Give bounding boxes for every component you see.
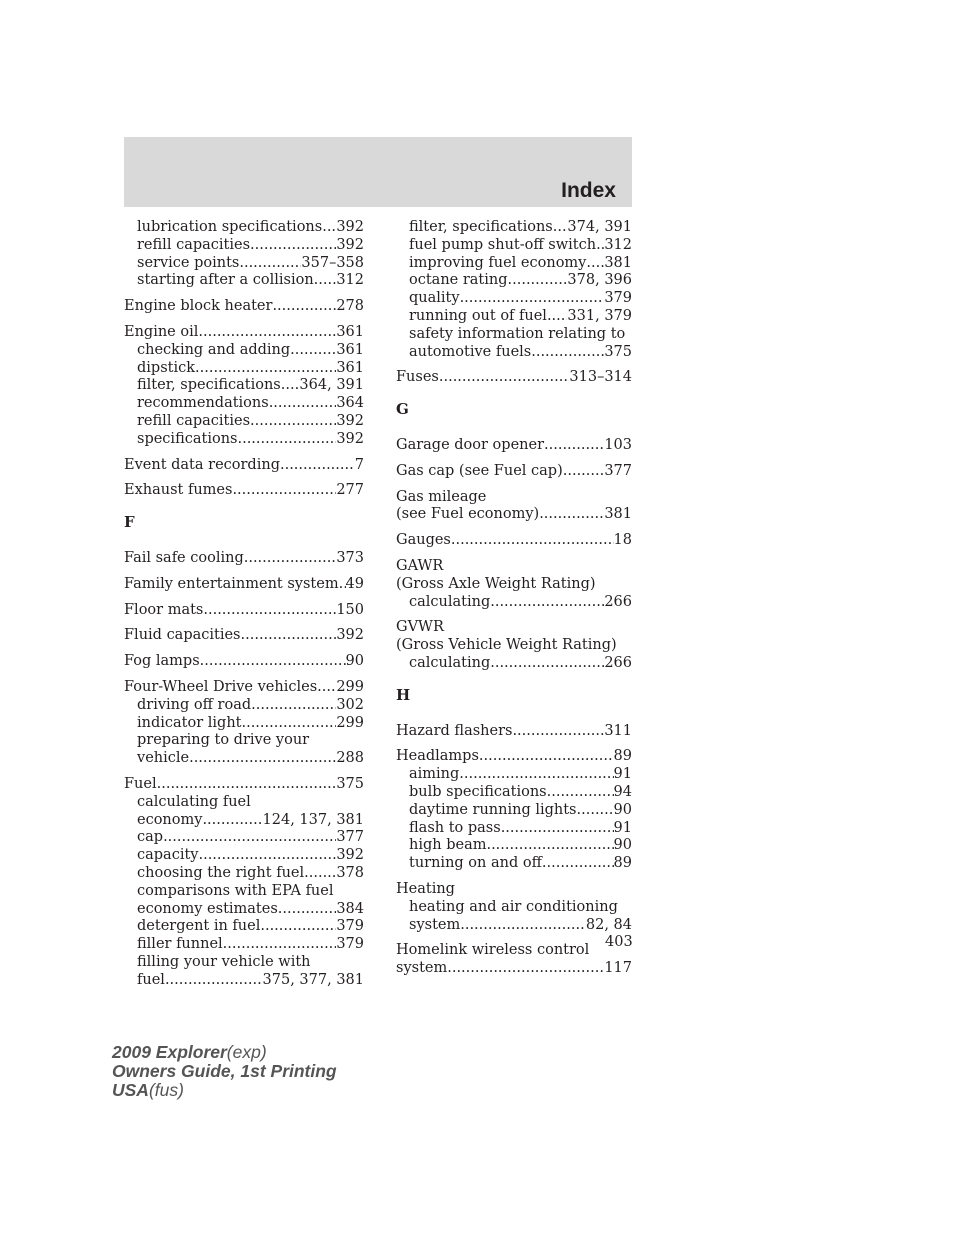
index-page-ref: 89 (613, 855, 632, 872)
index-page-ref: 361 (336, 359, 364, 376)
index-entry (124, 298, 364, 316)
index-term: Exhaust fumes (124, 482, 233, 499)
index-entry-line (124, 482, 364, 500)
index-entry-line (124, 298, 364, 316)
leader-dots (501, 820, 614, 838)
index-page-ref: 124, 137, 381 (262, 811, 364, 828)
index-term: fuel pump shut-off switch (409, 236, 597, 253)
index-term: Homelink wireless control (396, 942, 590, 959)
index-entry (396, 723, 632, 741)
index-entry-line (396, 489, 632, 507)
index-entry-line (396, 369, 632, 387)
index-term: octane rating (409, 272, 508, 289)
leader-dots (251, 697, 336, 715)
index-term: (see Fuel economy) (396, 506, 540, 523)
leader-dots (539, 506, 604, 524)
index-subentry-line (124, 936, 364, 954)
index-subentry-line (124, 342, 364, 360)
index-letter-heading: H (396, 685, 411, 704)
index-page-ref: 379 (336, 918, 364, 935)
index-entry-line (396, 532, 632, 550)
index-page-ref: 7 (354, 456, 364, 473)
index-subentry-line (124, 219, 364, 237)
index-page-ref: 82, 84 (585, 916, 632, 933)
index-entry (124, 627, 364, 645)
index-entry-line (124, 653, 364, 671)
index-page-ref: 150 (336, 601, 364, 618)
index-term: quality (409, 290, 460, 307)
leader-dots (460, 290, 605, 308)
leader-dots (544, 437, 604, 455)
index-page-ref: 392 (336, 219, 364, 235)
index-term: economy (137, 811, 203, 828)
index-page-ref: 299 (336, 678, 364, 695)
index-subentry-line (124, 431, 364, 449)
index-term: Garage door opener (396, 436, 545, 453)
leader-dots (281, 377, 300, 395)
index-page-ref: 18 (613, 532, 632, 549)
index-subentry-line (124, 715, 364, 733)
index-entry-line (396, 748, 632, 766)
index-term: starting after a collision (137, 272, 314, 289)
index-page-ref: 90 (613, 801, 632, 818)
index-subentry-line (396, 326, 632, 344)
index-term: bulb specifications (409, 783, 547, 800)
index-term: filling your vehicle with (137, 953, 311, 970)
index-term: indicator light (137, 714, 242, 731)
leader-dots (512, 723, 604, 741)
footer-model: 2009 Explorer (112, 1042, 227, 1062)
footer-market: USA (112, 1080, 149, 1100)
index-term: system (409, 916, 461, 933)
index-page-ref: 266 (604, 654, 632, 671)
index-page-ref: 392 (336, 430, 364, 447)
index-entry-line (124, 576, 364, 594)
leader-dots (322, 219, 336, 237)
leader-dots (200, 653, 346, 671)
index-term: automotive fuels (409, 343, 532, 360)
index-entry (396, 881, 632, 934)
index-letter-heading: F (124, 513, 135, 532)
header-bar (124, 137, 632, 207)
leader-dots (304, 865, 336, 883)
index-column-right (396, 219, 632, 986)
leader-dots (223, 936, 337, 954)
index-subentry-line (124, 237, 364, 255)
leader-dots (198, 847, 336, 865)
index-entry (124, 576, 364, 594)
index-entry (124, 324, 364, 449)
index-term: Hazard flashers (396, 722, 513, 739)
footer-guide: Owners Guide, 1st Printing (112, 1061, 337, 1081)
index-term: refill capacities (137, 412, 251, 429)
index-subentry-line (396, 272, 632, 290)
index-term: Gas mileage (396, 488, 487, 505)
index-entry-line (396, 558, 632, 576)
index-entry (396, 942, 632, 978)
index-entry (124, 457, 364, 475)
index-entry (124, 679, 364, 768)
index-page-ref: 392 (336, 627, 364, 644)
leader-dots (317, 679, 336, 697)
index-subentry-line (396, 255, 632, 273)
index-page-ref: 311 (604, 722, 632, 739)
footer-model-code: (exp) (226, 1042, 267, 1062)
index-term: Fog lamps (124, 653, 200, 670)
index-subentry-line (124, 829, 364, 847)
index-entry (396, 219, 632, 361)
leader-dots (542, 855, 614, 873)
index-term: detergent in fuel (137, 918, 261, 935)
leader-dots (531, 344, 604, 362)
index-term: driving off road (137, 696, 252, 713)
index-page-ref: 89 (613, 748, 632, 765)
index-entry (396, 369, 632, 387)
index-term: running out of fuel (409, 307, 547, 324)
leader-dots (339, 576, 346, 594)
index-page-ref: 299 (336, 714, 364, 731)
index-page-ref: 91 (613, 819, 632, 836)
index-subentry-line (396, 655, 632, 673)
index-subentry-line (124, 272, 364, 290)
index-page-ref: 392 (336, 412, 364, 429)
index-entry-line (124, 602, 364, 620)
index-term: dipstick (137, 359, 196, 376)
index-entry-line (124, 550, 364, 568)
index-entry-line (124, 679, 364, 697)
index-term: Engine block heater (124, 298, 273, 315)
index-subentry-line (396, 290, 632, 308)
index-term: Family entertainment system (124, 575, 339, 592)
index-subentry-line (124, 883, 364, 901)
index-term: Gas cap (see Fuel cap) (396, 462, 563, 479)
index-page-ref: 392 (336, 847, 364, 864)
index-entry (396, 463, 632, 481)
index-page-ref: 392 (336, 236, 364, 253)
leader-dots (278, 901, 337, 919)
leader-dots (241, 627, 337, 645)
index-page-ref: 364 (336, 395, 364, 412)
index-subentry-line (396, 784, 632, 802)
index-entry-line (396, 637, 632, 655)
leader-dots (232, 482, 336, 500)
leader-dots (198, 324, 336, 342)
index-column-left (124, 219, 364, 997)
leader-dots (451, 532, 614, 550)
index-entry-line (124, 457, 364, 475)
leader-dots (290, 342, 336, 360)
index-page-ref: 91 (613, 766, 632, 783)
index-subentry-line (396, 855, 632, 873)
index-entry-line (396, 942, 632, 960)
index-page-ref: 381 (604, 506, 632, 523)
index-term: (Gross Axle Weight Rating) (396, 575, 596, 592)
leader-dots (165, 972, 263, 990)
index-term: calculating fuel (137, 793, 251, 810)
index-page-ref: 364, 391 (299, 377, 364, 394)
index-term: Fuel (124, 775, 157, 792)
index-term: (Gross Vehicle Weight Rating) (396, 637, 617, 654)
index-term: improving fuel economy (409, 254, 587, 271)
leader-dots (553, 219, 568, 237)
index-subentry-line (124, 847, 364, 865)
index-subentry-line (124, 697, 364, 715)
index-page-ref: 331, 379 (567, 307, 632, 324)
index-entry-line (396, 437, 632, 455)
index-term: preparing to drive your (137, 732, 310, 749)
leader-dots (586, 255, 604, 273)
index-page-ref: 378, 396 (567, 272, 632, 289)
index-entry-line (396, 576, 632, 594)
index-term: specifications (137, 430, 238, 447)
index-term: Engine oil (124, 323, 199, 340)
index-page-ref: 384 (336, 900, 364, 917)
index-page-ref: 302 (336, 696, 364, 713)
index-entry (396, 619, 632, 672)
leader-dots (241, 715, 336, 733)
leader-dots (508, 272, 568, 290)
leader-dots (479, 748, 614, 766)
index-entry (124, 602, 364, 620)
index-term: comparisons with EPA fuel (137, 882, 334, 899)
leader-dots (237, 431, 336, 449)
index-term: aiming (409, 766, 460, 783)
index-term: high beam (409, 837, 487, 854)
index-subentry-line (396, 837, 632, 855)
index-subentry-line (124, 954, 364, 972)
index-term: recommendations (137, 395, 269, 412)
index-entry-line (396, 619, 632, 637)
index-entry (396, 437, 632, 455)
index-page-ref: 361 (336, 341, 364, 358)
index-term: calculating (409, 654, 491, 671)
leader-dots (272, 298, 336, 316)
index-entry (124, 776, 364, 990)
index-page-ref: 379 (604, 290, 632, 307)
leader-dots (547, 784, 614, 802)
index-term: daytime running lights (409, 801, 577, 818)
index-term: service points (137, 254, 240, 271)
index-subentry-line (396, 219, 632, 237)
index-page-ref: 312 (336, 272, 364, 289)
index-term: economy estimates (137, 900, 278, 917)
index-term: cap (137, 829, 164, 846)
index-page-ref: 377 (604, 462, 632, 479)
index-page-ref: 375 (336, 775, 364, 792)
index-entry (396, 558, 632, 611)
leader-dots (280, 457, 355, 475)
index-subentry-line (124, 413, 364, 431)
leader-dots (490, 594, 604, 612)
index-term: lubrication specifications (137, 219, 323, 235)
footer (112, 1043, 337, 1100)
leader-dots (244, 550, 337, 568)
index-term: Fluid capacities (124, 627, 241, 644)
index-page-ref: 103 (604, 436, 632, 453)
index-term: GVWR (396, 619, 444, 636)
leader-dots (202, 812, 262, 830)
index-subentry-line (124, 750, 364, 768)
leader-dots (189, 750, 336, 768)
index-term: vehicle (137, 750, 190, 767)
index-page-ref: 94 (613, 783, 632, 800)
index-page-ref: 377 (336, 829, 364, 846)
index-term: checking and adding (137, 341, 291, 358)
index-page-ref: 90 (613, 837, 632, 854)
index-page-ref: 278 (336, 298, 364, 315)
leader-dots (459, 766, 613, 784)
index-term: fuel (137, 971, 165, 988)
index-page-ref: 312 (604, 236, 632, 253)
index-entry (124, 482, 364, 500)
leader-dots (269, 395, 337, 413)
index-page-ref: 288 (336, 750, 364, 767)
leader-dots (203, 602, 336, 620)
leader-dots (490, 655, 604, 673)
leader-dots (250, 237, 336, 255)
index-term: Fuses (396, 369, 439, 386)
index-term: GAWR (396, 557, 444, 574)
index-entry-line (396, 881, 632, 899)
leader-dots (163, 829, 336, 847)
leader-dots (157, 776, 337, 794)
index-term: Floor mats (124, 601, 204, 618)
index-term: filter, specifications (137, 377, 281, 394)
index-page-ref: 378 (336, 864, 364, 881)
index-subentry-line (124, 812, 364, 830)
index-term: calculating (409, 593, 491, 610)
index-term: refill capacities (137, 236, 251, 253)
index-term: heating and air conditioning (409, 898, 618, 915)
index-subentry-line (124, 918, 364, 936)
index-subentry-line (396, 237, 632, 255)
index-term: filter, specifications (409, 219, 553, 235)
index-page-ref: 379 (336, 936, 364, 953)
index-page-ref: 357–358 (301, 254, 364, 271)
index-subentry-line (124, 395, 364, 413)
index-subentry-line (396, 766, 632, 784)
leader-dots (563, 463, 605, 481)
index-page-ref: 375, 377, 381 (262, 971, 364, 988)
leader-dots (577, 802, 614, 820)
page-number: 403 (605, 934, 633, 950)
index-entry-line (124, 776, 364, 794)
index-subentry-line (396, 308, 632, 326)
index-term: Four-Wheel Drive vehicles (124, 678, 318, 695)
index-page-ref: 373 (336, 549, 364, 566)
index-entry-line (124, 627, 364, 645)
leader-dots (314, 272, 337, 290)
index-term: safety information relating to (409, 325, 626, 342)
index-term: Heating (396, 880, 455, 897)
index-term: flash to pass (409, 819, 501, 836)
index-term: system (396, 960, 448, 977)
index-page-ref: 313–314 (569, 369, 632, 386)
index-subentry-line (124, 865, 364, 883)
index-subentry-line (124, 794, 364, 812)
index-entry (396, 748, 632, 873)
index-entry (396, 489, 632, 525)
index-page-ref: 117 (604, 960, 632, 977)
index-subentry-line (124, 360, 364, 378)
index-subentry-line (396, 899, 632, 917)
index-term: Gauges (396, 532, 451, 549)
index-entry (396, 532, 632, 550)
index-subentry-line (396, 820, 632, 838)
index-letter-heading: G (396, 400, 409, 419)
index-subentry-line (124, 972, 364, 990)
leader-dots (447, 960, 604, 978)
index-entry-line (396, 960, 632, 978)
index-page-ref: 375 (604, 343, 632, 360)
index-subentry-line (124, 377, 364, 395)
index-page-ref: 277 (336, 482, 364, 499)
index-entry-line (124, 324, 364, 342)
index-term: filler funnel (137, 936, 223, 953)
footer-market-code: (fus) (148, 1080, 184, 1100)
index-term: Event data recording (124, 456, 280, 473)
index-entry (124, 219, 364, 290)
index-page-ref: 361 (336, 323, 364, 340)
leader-dots (195, 360, 336, 378)
leader-dots (486, 837, 613, 855)
index-subentry-line (396, 594, 632, 612)
index-subentry-line (124, 901, 364, 919)
index-entry (124, 550, 364, 568)
index-page-ref: 266 (604, 593, 632, 610)
leader-dots (260, 918, 336, 936)
index-subentry-line (396, 917, 632, 935)
index-page-ref: 381 (604, 254, 632, 271)
index-term: capacity (137, 847, 199, 864)
index-term: turning on and off (409, 855, 542, 872)
index-term: Fail safe cooling (124, 549, 244, 566)
page-title: Index (561, 179, 616, 202)
index-subentry-line (124, 255, 364, 273)
index-entry-line (396, 463, 632, 481)
leader-dots (250, 413, 336, 431)
index-page-ref: 90 (345, 653, 364, 670)
leader-dots (439, 369, 570, 387)
leader-dots (239, 255, 301, 273)
index-entry-line (396, 723, 632, 741)
index-entry (124, 653, 364, 671)
leader-dots (547, 308, 567, 326)
index-subentry-line (396, 802, 632, 820)
leader-dots (460, 917, 586, 935)
index-term: choosing the right fuel (137, 864, 305, 881)
index-page-ref: 374, 391 (567, 219, 632, 235)
index-subentry-line (396, 344, 632, 362)
index-subentry-line (124, 732, 364, 750)
index-page-ref: 49 (345, 575, 364, 592)
index-term: Headlamps (396, 748, 479, 765)
index-entry-line (396, 506, 632, 524)
leader-dots (596, 237, 604, 255)
